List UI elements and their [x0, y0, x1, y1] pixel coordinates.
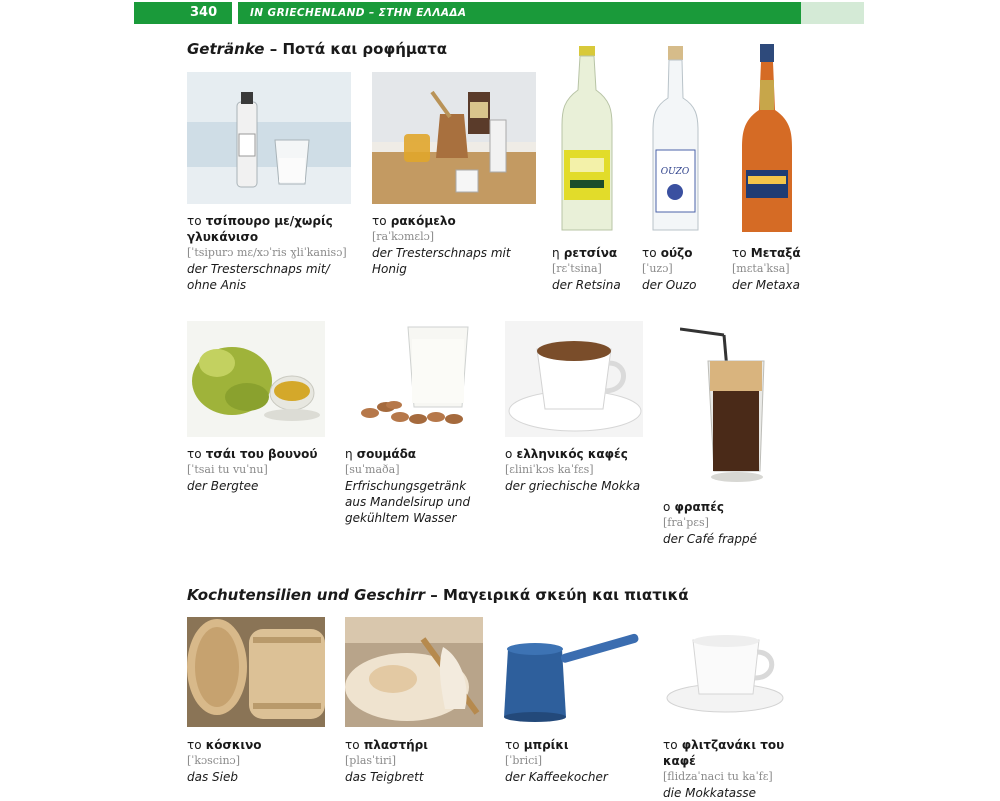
entry-translation: Erfrischungsgetränk aus Mandelsirup und gekühltem Wasser	[345, 479, 471, 525]
entry-translation: der Kaffeekocher	[505, 770, 608, 784]
entry-translation: der Metaxa	[732, 278, 800, 292]
dough-board-photo	[345, 617, 483, 727]
entry-ipa: [ˈkɔscinɔ]	[187, 754, 241, 767]
entry-term: το τσάι του βουνού	[187, 447, 318, 461]
entry-sieve	[187, 737, 327, 785]
frappe-photo	[680, 321, 790, 491]
entry-ipa: [rɛˈtsina]	[552, 262, 602, 275]
entry-rakomelo	[372, 213, 537, 277]
entry-dough-board	[345, 737, 485, 785]
entry-translation: der Café frappé	[663, 532, 758, 546]
section-title-de: Getränke	[187, 40, 265, 58]
entry-translation: die Mokkatasse	[663, 786, 757, 800]
entry-ouzo	[642, 245, 727, 293]
sieve-photo	[187, 617, 325, 727]
section-title-de: Kochutensilien und Geschirr	[187, 586, 426, 604]
entry-translation: der griechische Mokka	[505, 479, 641, 493]
header-tab	[801, 2, 864, 24]
entry-term: το κόσκινο	[187, 738, 262, 752]
entry-term: το πλαστήρι	[345, 738, 428, 752]
entry-translation: der Retsina	[552, 278, 621, 292]
espresso-cup-photo	[663, 630, 797, 720]
entry-ipa: [ˈbrici]	[505, 754, 543, 767]
entry-ipa: [mɛtaˈksa]	[732, 262, 790, 275]
entry-espresso-cup	[663, 737, 803, 801]
briki-photo	[500, 617, 643, 727]
metaxa-bottle	[732, 40, 802, 235]
entry-term: ο ελληνικός καφές	[505, 447, 628, 461]
entry-translation: der Bergtee	[187, 479, 259, 493]
entry-term: ο φραπές	[663, 500, 725, 514]
mountain-tea-photo	[187, 321, 325, 437]
soumada-photo	[350, 321, 480, 437]
entry-term: το ρακόμελο	[372, 214, 456, 228]
svg-text:OUZO: OUZO	[660, 167, 690, 177]
entry-retsina	[552, 245, 642, 293]
entry-term: η ρετσίνα	[552, 246, 618, 260]
retsina-bottle	[552, 40, 622, 235]
entry-mountain-tea	[187, 446, 327, 494]
entry-ipa: [plasˈtiri]	[345, 754, 397, 767]
entry-ipa: [ˈtsai tu vuˈnu]	[187, 463, 268, 476]
section-title-el: Ποτά και ροφήματα	[282, 40, 448, 58]
entry-ipa: [raˈkɔmɛlɔ]	[372, 230, 435, 243]
entry-term: η σουμάδα	[345, 447, 417, 461]
entry-frappe	[663, 499, 803, 547]
ouzo-bottle	[648, 40, 703, 235]
entry-metaxa	[732, 245, 822, 293]
entry-term: το τσίπουρο με/χωρίς γλυκάνισο	[187, 214, 333, 244]
entry-tsipouro	[187, 213, 352, 293]
running-head: IN GRIECHENLAND – ΣΤΗΝ ΕΛΛΑΔΑ	[250, 7, 467, 19]
entry-translation: der Tresterschnaps mit Honig	[372, 246, 511, 276]
section-title-el: Μαγειρικά σκεύη και πιατικά	[443, 586, 689, 604]
section-title-kitchenware: Kochutensilien und Geschirr – Μαγειρικά σκεύη και πιατικά	[187, 586, 689, 604]
entry-translation: der Tresterschnaps mit/ ohne Anis	[187, 262, 330, 292]
rakomelo-photo	[372, 72, 536, 204]
entry-ipa: [suˈmaða]	[345, 463, 400, 476]
greek-coffee-photo	[505, 321, 643, 437]
section-title-drinks: Getränke – Ποτά και ροφήματα	[187, 40, 448, 58]
tsipouro-photo	[187, 72, 351, 204]
entry-ipa: [fraˈpɛs]	[663, 516, 709, 529]
page-number: 340	[190, 5, 218, 20]
entry-ipa: [ɛliniˈkɔs kaˈfɛs]	[505, 463, 594, 476]
entry-term: το φλιτζανάκι του καφέ	[663, 738, 785, 768]
entry-ipa: [ˈuzɔ]	[642, 262, 673, 275]
entry-translation: der Ouzo	[642, 278, 697, 292]
entry-briki	[505, 737, 645, 785]
page-number-divider	[232, 2, 238, 24]
entry-ipa: [ˈtsipurɔ mɛ/xɔˈris ɣliˈkanisɔ]	[187, 246, 347, 259]
entry-soumada	[345, 446, 485, 526]
entry-term: το ούζο	[642, 246, 693, 260]
entry-term: το Μεταξά	[732, 246, 801, 260]
entry-term: το μπρίκι	[505, 738, 569, 752]
entry-translation: das Sieb	[187, 770, 238, 784]
entry-greek-coffee	[505, 446, 650, 494]
entry-ipa: [flidzaˈnaci tu kaˈfɛ]	[663, 770, 773, 783]
entry-translation: das Teigbrett	[345, 770, 424, 784]
